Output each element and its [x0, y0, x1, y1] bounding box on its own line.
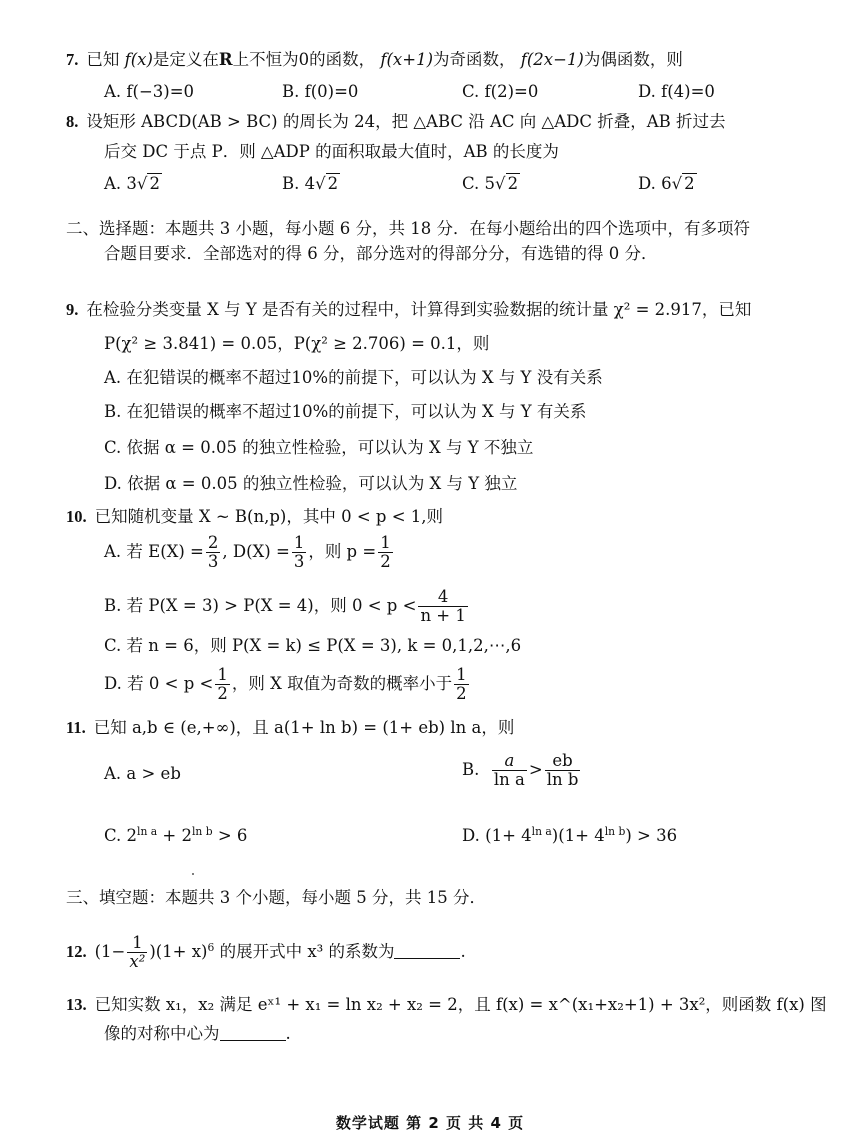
numerator: 1 [456, 665, 467, 684]
denominator: ln a [493, 770, 525, 789]
sqrt-symbol: √ 2 [671, 174, 695, 193]
text: ，则 p = [308, 542, 377, 561]
sqrt-symbol: √ 2 [495, 174, 519, 193]
question-8-line1 [66, 110, 726, 134]
denominator: 3 [293, 552, 305, 571]
q8-text-line1: 设矩形 ABCD(AB > BC) 的周长为 24，把 △ABC 沿 AC 向 △ADC 折叠，AB 折过去 [86, 112, 726, 131]
page-footer: 数学试题 第 2 页 共 4 页 [335, 1114, 525, 1132]
text: (1− [94, 942, 126, 961]
q9-option-c: C. 依据 α = 0.05 的独立性检验，可以认为 X 与 Y 不独立 [104, 438, 534, 457]
q9-text-line1: 在检验分类变量 X 与 Y 是否有关的过程中，计算得到实验数据的统计量 χ² = 2.917，已知 [86, 300, 752, 319]
q7-option-c: C. f(2)=0 [462, 82, 539, 101]
q7-fx1: f(x+1) [380, 50, 434, 69]
text: C. 2 [104, 826, 138, 845]
question-7-stem [66, 48, 683, 72]
q10-text: 已知随机变量 X ~ B(n,p)，其中 0 < p < 1,则 [94, 507, 444, 526]
question-9-line1 [66, 298, 751, 322]
text: A. 若 E(X) = [104, 542, 204, 561]
denominator: 2 [456, 684, 467, 703]
fraction [418, 588, 467, 625]
question-13-line2 [104, 1022, 291, 1046]
question-8-line2: 后交 DC 于点 P．则 △ADP 的面积取最大值时，AB 的长度为 [104, 142, 559, 161]
exponent: ln b [604, 825, 626, 839]
text: B. 若 P(X = 3) > P(X = 4)，则 0 < p < [104, 596, 417, 615]
q8-option-b [282, 172, 340, 196]
question-number: 7. [66, 50, 79, 69]
fraction [545, 752, 581, 789]
q11-option-a: A. a > eb [104, 764, 181, 783]
fraction [206, 534, 221, 571]
fraction [492, 752, 527, 789]
radicand: 2 [327, 174, 339, 193]
q7-text-d: 为奇函数， [433, 50, 516, 69]
fraction [292, 534, 307, 571]
q11-option-c [104, 824, 247, 848]
text: )(1+ 4 [551, 826, 605, 845]
text: ，则 X 取值为奇数的概率小于 [231, 674, 453, 693]
denominator: 2 [217, 684, 228, 703]
q7-option-d: D. f(4)=0 [638, 82, 715, 101]
text: ) > 36 [625, 826, 678, 845]
question-9-line2: P(χ² ≥ 3.841) = 0.05，P(χ² ≥ 2.706) = 0.1，则 [104, 334, 490, 353]
question-number: 8. [66, 112, 79, 131]
question-10-stem [66, 505, 443, 529]
denominator: 3 [207, 552, 219, 571]
fraction [127, 934, 147, 971]
sqrt-symbol: √ 2 [315, 174, 339, 193]
answer-blank[interactable] [220, 1024, 286, 1041]
denominator: 2 [380, 552, 391, 571]
section-2-heading-line2: 合题目要求．全部选对的得 6 分，部分选对的得部分分，有选错的得 0 分． [104, 244, 658, 263]
fraction [454, 666, 469, 703]
q7-text-e: 为偶函数，则 [583, 50, 683, 69]
fraction [378, 534, 393, 571]
sqrt-symbol: √ 2 [136, 174, 160, 193]
text: . [285, 1024, 291, 1043]
text: )(1+ x) [149, 942, 208, 961]
q10-option-b [104, 586, 470, 626]
section-2-heading: 二、选择题：本题共 3 小题，每小题 6 分，共 18 分．在每小题给出的四个选项中，有多项符 [66, 219, 750, 238]
q7-option-b: B. f(0)=0 [282, 82, 359, 101]
option-coef: 6 [661, 174, 672, 193]
question-number: 11. [66, 718, 86, 737]
question-number: 9. [66, 300, 79, 319]
option-label: B. [462, 760, 480, 779]
section-3-heading: 三、填空题：本题共 3 个小题，每小题 5 分，共 15 分． [66, 888, 486, 907]
exponent: ln a [137, 825, 158, 839]
question-number: 10. [66, 507, 87, 526]
denominator: ln b [546, 770, 579, 789]
text: D. (1+ 4 [462, 826, 532, 845]
q10-option-c: C. 若 n = 6，则 P(X = k) ≤ P(X = 3), k = 0,1,2,⋯,6 [104, 636, 522, 655]
q9-option-a: A. 在犯错误的概率不超过10%的前提下，可以认为 X 与 Y 没有关系 [104, 368, 603, 387]
question-number: 13. [66, 995, 87, 1014]
denominator: n + 1 [420, 606, 466, 625]
numerator: 1 [217, 665, 228, 684]
text: 像的对称中心为 [104, 1024, 220, 1043]
question-number: 12. [66, 942, 87, 961]
q7-text-b: 是定义在 [152, 50, 219, 69]
q13-text-line1: 已知实数 x₁，x₂ 满足 eˣ¹ + x₁ = ln x₂ + x₂ = 2，且 f(x) = x^(x₁+x₂+1) + 3x²，则函数 f(x) 图 [94, 995, 827, 1014]
option-coef: 3 [126, 174, 137, 193]
q8-option-a [104, 172, 162, 196]
numerator: a [504, 751, 515, 770]
fraction [215, 666, 230, 703]
q10-option-d [104, 664, 471, 704]
question-13-line1 [66, 993, 827, 1017]
radicand: 2 [149, 174, 160, 193]
q7-f2x: f(2x−1) [520, 50, 584, 69]
numerator: 4 [437, 587, 449, 606]
option-coef: 5 [484, 174, 496, 193]
option-label: C. [462, 174, 480, 193]
text: > 6 [212, 826, 248, 845]
option-label: D. [638, 174, 656, 193]
q11-text: 已知 a,b ∈ (e,+∞)，且 a(1+ ln b) = (1+ eb) ln a，则 [93, 718, 515, 737]
q7-R: R [218, 50, 233, 69]
option-coef: 4 [304, 174, 316, 193]
option-label: A. [104, 174, 122, 193]
q11-option-d [462, 824, 677, 848]
q10-option-a [104, 532, 395, 572]
operator: > [528, 760, 543, 779]
exponent: ln b [192, 825, 213, 839]
text: + 2 [157, 826, 192, 845]
question-11-stem [66, 716, 514, 740]
q11-option-b [462, 750, 582, 790]
q9-option-b: B. 在犯错误的概率不超过10%的前提下，可以认为 X 与 Y 有关系 [104, 402, 587, 421]
scan-speck [192, 873, 194, 875]
radicand: 2 [684, 174, 695, 193]
text: . [460, 942, 466, 961]
text: 的展开式中 x³ 的系数为 [214, 942, 395, 961]
exponent: ln a [531, 825, 552, 839]
numerator: 2 [207, 533, 219, 552]
answer-blank[interactable] [394, 942, 460, 959]
q7-text-a: 已知 [86, 50, 120, 69]
q7-option-a: A. f(−3)=0 [104, 82, 195, 101]
q7-text-c: 上不恒为0的函数， [232, 50, 376, 69]
denominator: x² [129, 952, 146, 971]
q7-fx: f(x) [124, 50, 153, 69]
text: , D(X) = [222, 542, 290, 561]
q8-option-d [638, 172, 697, 196]
numerator: 1 [293, 533, 305, 552]
question-12 [66, 930, 466, 974]
exponent: 6 [207, 941, 215, 955]
numerator: eb [552, 751, 573, 770]
numerator: 1 [380, 533, 391, 552]
q8-option-c [462, 172, 520, 196]
q9-option-d: D. 依据 α = 0.05 的独立性检验，可以认为 X 与 Y 独立 [104, 474, 518, 493]
numerator: 1 [132, 933, 143, 952]
text: D. 若 0 < p < [104, 674, 214, 693]
radicand: 2 [507, 174, 519, 193]
option-label: B. [282, 174, 300, 193]
